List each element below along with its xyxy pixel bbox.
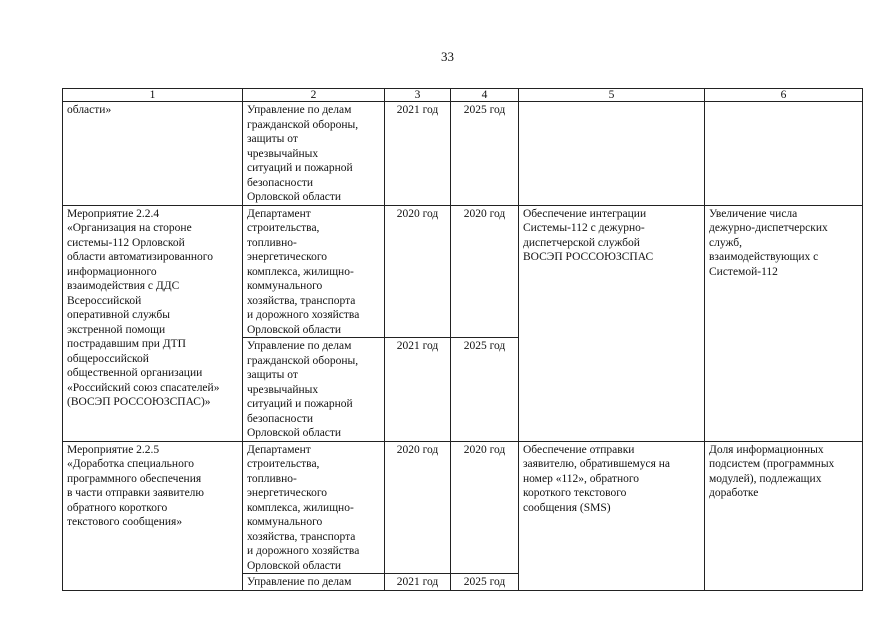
table-row: [63, 205, 863, 338]
end-year-cell: 2020 год: [451, 205, 519, 338]
indicator-cell: Доля информационных подсистем (программных модулей), подлежащих доработке: [705, 441, 863, 590]
column-header: 4: [451, 89, 519, 102]
column-header: 6: [705, 89, 863, 102]
start-year-cell: 2021 год: [385, 338, 451, 442]
end-year-cell: 2025 год: [451, 338, 519, 442]
column-header: 2: [243, 89, 385, 102]
result-cell: Обеспечение отправки заявителю, обратившемуся на номер «112», обратного короткого текстового сообщения (SMS): [519, 441, 705, 590]
executor-cell: Департамент строительства, топливно- энергетического комплекса, жилищно- коммунального хозяйства, транспорта и дорожного хозяйства Орловской области: [243, 441, 385, 574]
page-number: 33: [441, 49, 454, 64]
executor-cell: Управление по делам: [243, 574, 385, 591]
measure-title-cell: Мероприятие 2.2.4 «Организация на стороне системы-112 Орловской области автоматизированного информационного взаимодействия с ДДС Всероссийской оперативной службы экстренной помощи пострадавшим при ДТП общероссийской общественной организации «Российский союз спасателей» (ВОСЭП РОССОЮЗСПАС)»: [63, 205, 243, 441]
table-header-row: [63, 89, 863, 102]
start-year-cell: 2020 год: [385, 205, 451, 338]
start-year-cell: 2021 год: [385, 102, 451, 206]
table-row: [63, 102, 863, 206]
indicator-cell: [705, 102, 863, 206]
table-row: [63, 441, 863, 574]
executor-cell: Управление по делам гражданской обороны, защиты от чрезвычайных ситуаций и пожарной безопасности Орловской области: [243, 102, 385, 206]
result-cell: [519, 102, 705, 206]
executor-cell: Управление по делам гражданской обороны, защиты от чрезвычайных ситуаций и пожарной безопасности Орловской области: [243, 338, 385, 442]
column-header: 3: [385, 89, 451, 102]
indicator-cell: Увеличение числа дежурно-диспетчерских служб, взаимодействующих с Системой-112: [705, 205, 863, 441]
measure-title-cell: области»: [63, 102, 243, 206]
end-year-cell: 2020 год: [451, 441, 519, 574]
column-header: 5: [519, 89, 705, 102]
start-year-cell: 2021 год: [385, 574, 451, 591]
measures-table: [62, 88, 863, 591]
executor-cell: Департамент строительства, топливно- энергетического комплекса, жилищно- коммунального хозяйства, транспорта и дорожного хозяйства Орловской области: [243, 205, 385, 338]
start-year-cell: 2020 год: [385, 441, 451, 574]
result-cell: Обеспечение интеграции Системы-112 с дежурно- диспетчерской службой ВОСЭП РОССОЮЗСПАС: [519, 205, 705, 441]
measure-title-cell: Мероприятие 2.2.5 «Доработка специального программного обеспечения в части отправки заявителю обратного короткого текстового сообщения»: [63, 441, 243, 590]
end-year-cell: 2025 год: [451, 102, 519, 206]
end-year-cell: 2025 год: [451, 574, 519, 591]
column-header: 1: [63, 89, 243, 102]
